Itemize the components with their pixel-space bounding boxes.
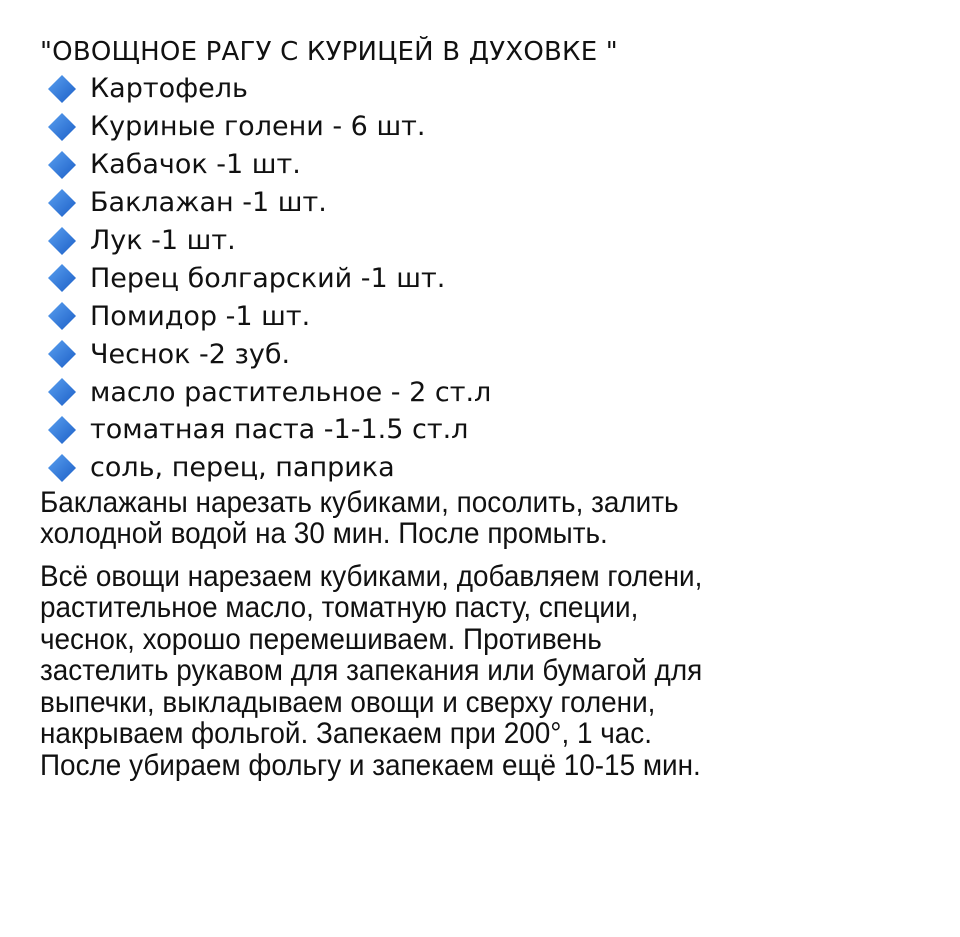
ingredient-text: Лук -1 шт. bbox=[90, 225, 236, 256]
ingredient-text: Перец болгарский -1 шт. bbox=[90, 262, 446, 294]
instruction-line: накрываем фольгой. Запекаем при 200°, 1 час. bbox=[40, 717, 652, 751]
large-blue-diamond-icon bbox=[46, 297, 86, 335]
instruction-line: выпечки, выкладываем овощи и сверху голени, bbox=[40, 685, 656, 719]
instruction-line: Баклажаны нарезать кубиками, посолить, залить bbox=[40, 485, 679, 519]
ingredient-text: Баклажан -1 шт. bbox=[90, 187, 327, 219]
ingredient-item bbox=[40, 146, 920, 184]
instruction-line: растительное масло, томатную пасту, специи, bbox=[40, 591, 639, 625]
instruction-line: застелить рукавом для запекания или бумагой для bbox=[40, 654, 703, 688]
instruction-step bbox=[40, 487, 920, 550]
ingredient-item bbox=[40, 297, 920, 335]
recipe-title: "ОВОЩНОЕ РАГУ С КУРИЦЕЙ В ДУХОВКЕ " bbox=[40, 37, 618, 67]
ingredient-item bbox=[40, 259, 920, 297]
ingredient-text: масло растительное - 2 ст.л bbox=[90, 376, 492, 408]
recipe-document bbox=[40, 34, 920, 781]
ingredient-item bbox=[40, 335, 920, 373]
ingredient-item bbox=[40, 222, 920, 260]
large-blue-diamond-icon bbox=[46, 335, 86, 373]
large-blue-diamond-icon bbox=[46, 222, 86, 260]
ingredient-item bbox=[40, 411, 920, 449]
ingredient-list bbox=[40, 70, 920, 487]
ingredient-item bbox=[40, 184, 920, 222]
large-blue-diamond-icon bbox=[46, 373, 86, 411]
large-blue-diamond-icon bbox=[46, 108, 86, 146]
ingredient-text: Куриные голени - 6 шт. bbox=[90, 111, 426, 143]
ingredient-text: Картофель bbox=[90, 73, 248, 105]
ingredient-item bbox=[40, 449, 920, 487]
ingredient-item bbox=[40, 373, 920, 411]
instruction-step bbox=[40, 561, 920, 782]
instruction-line: Всё овощи нарезаем кубиками, добавляем голени, bbox=[40, 559, 703, 593]
ingredient-text: Помидор -1 шт. bbox=[90, 300, 311, 332]
instruction-line: холодной водой на 30 мин. После промыть. bbox=[40, 517, 608, 551]
large-blue-diamond-icon bbox=[46, 70, 86, 108]
instructions bbox=[40, 487, 920, 782]
ingredient-text: томатная паста -1-1.5 ст.л bbox=[90, 414, 469, 446]
ingredient-item bbox=[40, 108, 920, 146]
large-blue-diamond-icon bbox=[46, 184, 86, 222]
ingredient-text: Чеснок -2 зуб. bbox=[90, 338, 291, 370]
ingredient-text: Кабачок -1 шт. bbox=[90, 149, 301, 181]
large-blue-diamond-icon bbox=[46, 146, 86, 184]
large-blue-diamond-icon bbox=[46, 411, 86, 449]
large-blue-diamond-icon bbox=[46, 259, 86, 297]
instruction-line: После убираем фольгу и запекаем ещё 10-15 мин. bbox=[40, 748, 701, 782]
instruction-line: чеснок, хорошо перемешиваем. Противень bbox=[40, 622, 602, 656]
ingredient-item bbox=[40, 70, 920, 108]
large-blue-diamond-icon bbox=[46, 449, 86, 487]
ingredient-text: соль, перец, паприка bbox=[90, 452, 395, 484]
